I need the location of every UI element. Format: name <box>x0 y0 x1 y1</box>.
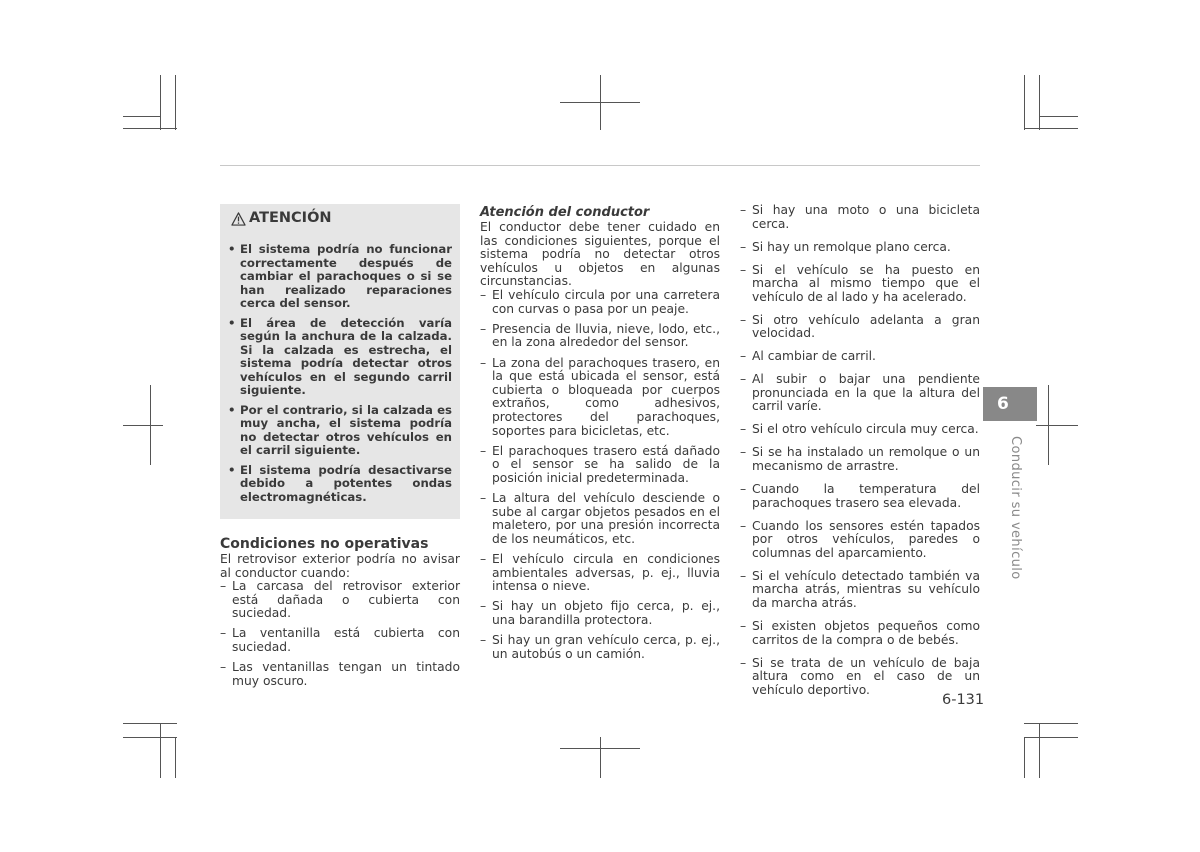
list-item: – Si el vehículo se ha puesto en marcha al mismo tiempo que el vehículo de al lado y ha acelerado. <box>740 264 980 305</box>
driver-attention-heading: Atención del conductor <box>480 205 650 220</box>
crop-mark <box>123 425 163 426</box>
list-item: – Las ventanillas tengan un tintado muy oscuro. <box>220 661 460 688</box>
list-item: – Si el otro vehículo circula muy cerca. <box>740 423 980 437</box>
chapter-number-tab: 6 <box>983 387 1037 421</box>
crop-mark <box>1024 128 1078 129</box>
warning-box <box>220 204 460 519</box>
list-item: – Cuando los sensores estén tapados por otros vehículos, paredes o columnas del aparcamiento. <box>740 520 980 561</box>
crop-mark <box>1024 75 1025 130</box>
list-item: – Al subir o bajar una pendiente pronunciada en la que la altura del carril varíe. <box>740 373 980 414</box>
list-item: – Al cambiar de carril. <box>740 350 980 364</box>
driver-attention-intro: El conductor debe tener cuidado en las condiciones siguientes, porque el sistema podría no detectar otros vehículos u objetos en algunas circunstancias. <box>480 220 720 289</box>
crop-mark <box>560 102 640 103</box>
list-item: – La carcasa del retrovisor exterior está dañada o cubierta con suciedad. <box>220 580 460 621</box>
list-item: – La ventanilla está cubierta con suciedad. <box>220 627 460 654</box>
crop-mark <box>123 128 177 129</box>
crop-mark <box>560 748 640 749</box>
list-item: – Si existen objetos pequeños como carritos de la compra o de bebés. <box>740 620 980 647</box>
crop-mark <box>1036 425 1078 426</box>
crop-mark <box>160 723 161 778</box>
list-item: – El vehículo circula por una carretera con curvas o pasa por un peaje. <box>480 289 720 316</box>
warning-title-text: ATENCIÓN <box>249 210 332 227</box>
list-item: – Si hay una moto o una bicicleta cerca. <box>740 204 980 231</box>
list-item: – La altura del vehículo desciende o sube al cargar objetos pesados en el maletero, por una presión incorrecta de los neumáticos, etc. <box>480 492 720 546</box>
warning-item: • El sistema podría desactivarse debido a potentes ondas electromagnéticas. <box>228 464 452 505</box>
list-item: – Si el vehículo detectado también va marcha atrás, mientras su vehículo da marcha atrás. <box>740 570 980 611</box>
crop-mark <box>600 737 601 778</box>
crop-mark <box>123 737 177 738</box>
crop-mark <box>1024 737 1078 738</box>
list-item: – Cuando la temperatura del parachoques trasero sea elevada. <box>740 483 980 510</box>
list-item: – La zona del parachoques trasero, en la que está ubicada el sensor, está cubierta o bloqueada por cuerpos extraños, como adhesivos, protectores del parachoques, soportes para bicicletas, etc. <box>480 357 720 439</box>
situations-list <box>740 204 980 697</box>
conditions-list <box>220 580 460 688</box>
list-item: – Si hay un remolque plano cerca. <box>740 241 980 255</box>
conditions-intro: El retrovisor exterior podría no avisar al conductor cuando: <box>220 552 460 580</box>
crop-mark <box>1039 116 1078 117</box>
list-item: – Si se ha instalado un remolque o un mecanismo de arrastre. <box>740 446 980 473</box>
crop-mark <box>175 75 176 130</box>
list-item: – Si hay un objeto fijo cerca, p. ej., una barandilla protectora. <box>480 600 720 627</box>
warning-list <box>228 243 452 504</box>
warning-triangle-icon <box>231 212 246 226</box>
list-item: – Si otro vehículo adelanta a gran velocidad. <box>740 314 980 341</box>
list-item: – Presencia de lluvia, nieve, lodo, etc., en la zona alrededor del sensor. <box>480 323 720 350</box>
list-item: – El parachoques trasero está dañado o el sensor se ha salido de la posición inicial predeterminada. <box>480 445 720 486</box>
conditions-heading: Condiciones no operativas <box>220 536 429 552</box>
crop-mark <box>123 116 160 117</box>
column-left <box>220 204 460 695</box>
page-number: 6-131 <box>942 692 985 708</box>
crop-mark <box>1039 723 1040 778</box>
column-right <box>740 204 980 707</box>
header-rule <box>220 165 980 166</box>
crop-mark <box>175 737 176 778</box>
warning-title <box>231 210 452 228</box>
crop-mark <box>1024 723 1078 724</box>
driver-attention-list <box>480 289 720 661</box>
crop-mark <box>1039 75 1040 130</box>
warning-item: • El sistema podría no funcionar correctamente después de cambiar el parachoques o si se han realizado reparaciones cerca del sensor. <box>228 243 452 311</box>
crop-mark <box>160 75 161 130</box>
column-middle <box>480 205 720 668</box>
warning-item: • Por el contrario, si la calzada es muy ancha, el sistema podría no detectar otros vehículos en el carril siguiente. <box>228 404 452 458</box>
list-item: – El vehículo circula en condiciones ambientales adversas, p. ej., lluvia intensa o nieve. <box>480 553 720 594</box>
list-item: – Si se trata de un vehículo de baja altura como en el caso de un vehículo deportivo. <box>740 657 980 698</box>
list-item: – Si hay un gran vehículo cerca, p. ej., un autobús o un camión. <box>480 634 720 661</box>
crop-mark <box>1024 737 1025 778</box>
chapter-title: Conducir su vehículo <box>1008 436 1023 580</box>
warning-item: • El área de detección varía según la anchura de la calzada. Si la calzada es estrecha, el sistema podría detectar otros vehículos en el segundo carril siguiente. <box>228 317 452 398</box>
crop-mark <box>123 723 177 724</box>
